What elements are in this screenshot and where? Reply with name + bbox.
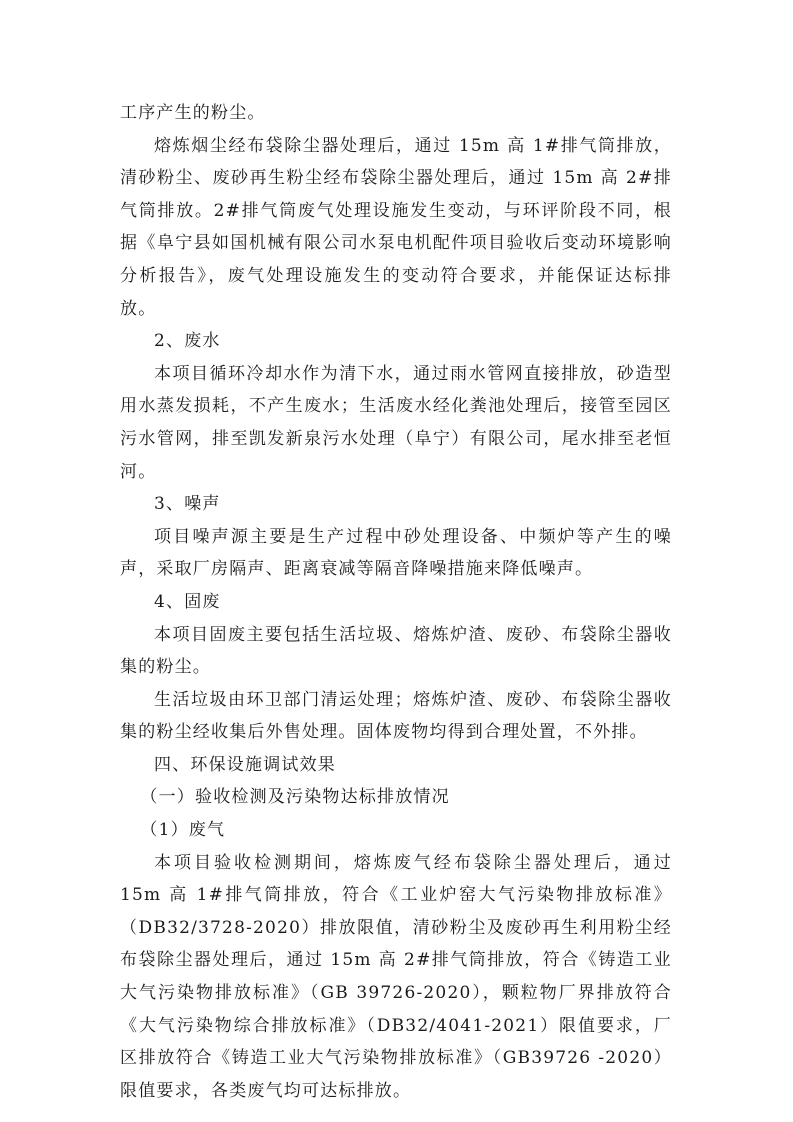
heading-wastewater: 2、废水 bbox=[154, 331, 221, 352]
paragraph-dust-end: 工序产生的粉尘。 bbox=[120, 103, 266, 123]
heading-noise: 3、噪声 bbox=[154, 494, 221, 515]
paragraph-exhaust-compliance: 本项目验收检测期间，熔炼废气经布袋除尘器处理后，通过 15m 高 1#排气筒排放，符合《工业炉窑大气污染物排放标准》（DB32/3728-2020）排放限值，清砂粉尘及废砂再生利用粉尘经布袋除尘器处理后，通过 15m 高 2#排气筒排放，符合《铸造工业大气污染物排放标准》（GB 39726-2020），颗粒物厂界排放符合《大气污染物综合排放标准》（DB32/4041-2021）限值要求，厂区排放符合《铸造工业大气污染物排放标准》（GB39726 -2020）限值要求，各类废气均可达标排放。 bbox=[120, 852, 672, 1101]
heading-section-four: 四、环保设施调试效果 bbox=[154, 754, 336, 775]
paragraph-wastewater: 本项目循环冷却水作为清下水，通过雨水管网直接排放，砂造型用水蒸发损耗，不产生废水；生活废水经化粪池处理后，接管至园区污水管网，排至凯发新泉污水处理（阜宁）有限公司，尾水排至老恒河。 bbox=[120, 363, 672, 482]
document-page bbox=[120, 97, 672, 1107]
heading-exhaust-gas: （1）废气 bbox=[140, 820, 226, 841]
paragraph-solid-waste-types: 本项目固废主要包括生活垃圾、熔炼炉渣、废砂、布袋除尘器收集的粉尘。 bbox=[120, 624, 672, 678]
paragraph-noise: 项目噪声源主要是生产过程中砂处理设备、中频炉等产生的噪声，采取厂房隔声、距离衰减等隔音降噪措施来降低噪声。 bbox=[120, 526, 672, 580]
heading-acceptance-monitoring: （一）验收检测及污染物达标排放情况 bbox=[140, 787, 450, 808]
paragraph-solid-waste-disposal: 生活垃圾由环卫部门清运处理；熔炼炉渣、废砂、布袋除尘器收集的粉尘经收集后外售处理。固体废物均得到合理处置，不外排。 bbox=[120, 689, 672, 743]
heading-solid-waste: 4、固废 bbox=[154, 591, 221, 612]
paragraph-exhaust-treatment: 熔炼烟尘经布袋除尘器处理后，通过 15m 高 1#排气筒排放，清砂粉尘、废砂再生粉尘经布袋除尘器处理后，通过 15m 高 2#排气筒排放。2#排气筒废气处理设施发生变动，与环评阶段不同，根据《阜宁县如国机械有限公司水泵电机配件项目验收后变动环境影响分析报告》，废气处理设施发生的变动符合要求，并能保证达标排放。 bbox=[120, 135, 672, 319]
